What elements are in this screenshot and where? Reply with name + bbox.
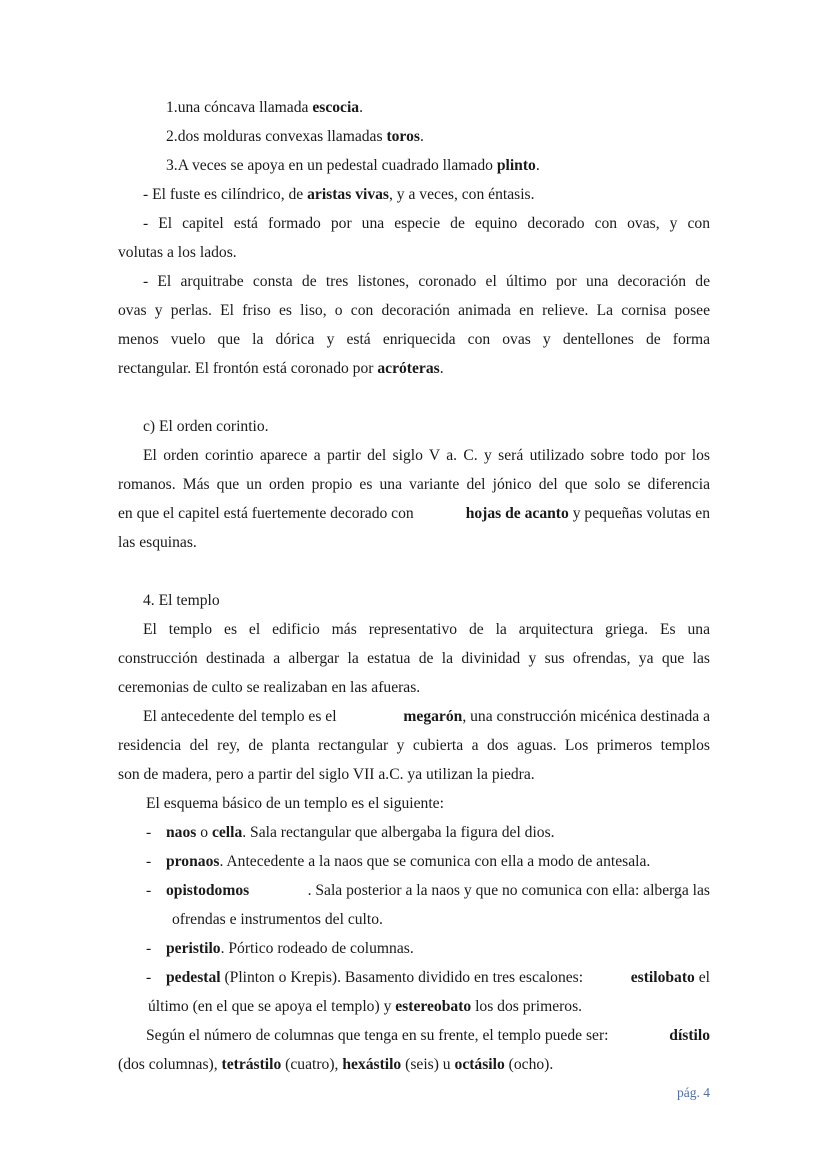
templo-p2-line-1: El antecedente del templo es el megarón, una construcción micénica destinada a [143, 708, 710, 725]
part-pedestal: - pedestal (Plinton o Krepis). Basamento dividido en tres escalones: estilobato el [146, 969, 710, 986]
capitel-line-2: volutas a los lados. [118, 244, 237, 261]
corintio-heading: c) El orden corintio. [143, 418, 269, 435]
fuste-line: - El fuste es cilíndrico, de aristas vivas, y a veces, con éntasis. [143, 186, 535, 203]
esquema-intro: El esquema básico de un templo es el siguiente: [146, 795, 444, 812]
templo-heading: 4. El templo [143, 592, 220, 609]
corintio-line-1: El orden corintio aparece a partir del siglo V a. C. y será utilizado sobre todo por los [143, 447, 710, 464]
list-item-toros: 2.dos molduras convexas llamadas toros. [166, 128, 424, 145]
templo-p2-line-2: residencia del rey, de planta rectangular y cubierta a dos aguas. Los primeros templos [118, 737, 710, 754]
arquitrabe-line-2: ovas y perlas. El friso es liso, o con decoración animada en relieve. La cornisa posee [118, 302, 710, 319]
templo-p2-line-3: son de madera, pero a partir del siglo VII a.C. ya utilizan la piedra. [118, 766, 535, 783]
part-pedestal-line-2: último (en el que se apoya el templo) y estereobato los dos primeros. [148, 998, 583, 1015]
corintio-line-3: en que el capitel está fuertemente decorado con hojas de acanto y pequeñas volutas en [118, 505, 710, 522]
part-opistodomos: - opistodomos . Sala posterior a la naos y que no comunica con ella: alberga las [146, 882, 710, 899]
arquitrabe-line-3: menos vuelo que la dórica y está enriquecida con ovas y dentellones de forma [118, 331, 710, 348]
columnas-line-1: Según el número de columnas que tenga en su frente, el templo puede ser: dístilo [146, 1027, 710, 1044]
corintio-line-2: romanos. Más que un orden propio es una variante del jónico del que solo se diferencia [118, 476, 710, 493]
columnas-line-2: (dos columnas), tetrástilo (cuatro), hexástilo (seis) u octásilo (ocho). [118, 1056, 554, 1073]
arquitrabe-line-4: rectangular. El frontón está coronado por acróteras. [118, 360, 444, 377]
templo-p1-line-1: El templo es el edificio más representativo de la arquitectura griega. Es una [143, 621, 710, 638]
part-pronaos: - pronaos. Antecedente a la naos que se comunica con ella a modo de antesala. [146, 853, 651, 870]
part-opistodomos-line-2: ofrendas e instrumentos del culto. [172, 911, 383, 928]
list-item-escocia: 1.una cóncava llamada escocia. [166, 99, 364, 116]
templo-p1-line-2: construcción destinada a albergar la estatua de la divinidad y sus ofrendas, ya que las [118, 650, 710, 667]
arquitrabe-line-1: - El arquitrabe consta de tres listones, coronado el último por una decoración de [143, 273, 710, 290]
templo-p1-line-3: ceremonias de culto se realizaban en las afueras. [118, 679, 421, 696]
capitel-line-1: - El capitel está formado por una especie de equino decorado con ovas, y con [143, 215, 710, 232]
list-item-plinto: 3.A veces se apoya en un pedestal cuadrado llamado plinto. [166, 157, 540, 174]
part-naos: - naos o cella. Sala rectangular que albergaba la figura del dios. [146, 824, 555, 841]
page-number: pág. 4 [677, 1085, 710, 1100]
corintio-line-4: las esquinas. [118, 534, 197, 551]
part-peristilo: - peristilo. Pórtico rodeado de columnas. [146, 940, 414, 957]
